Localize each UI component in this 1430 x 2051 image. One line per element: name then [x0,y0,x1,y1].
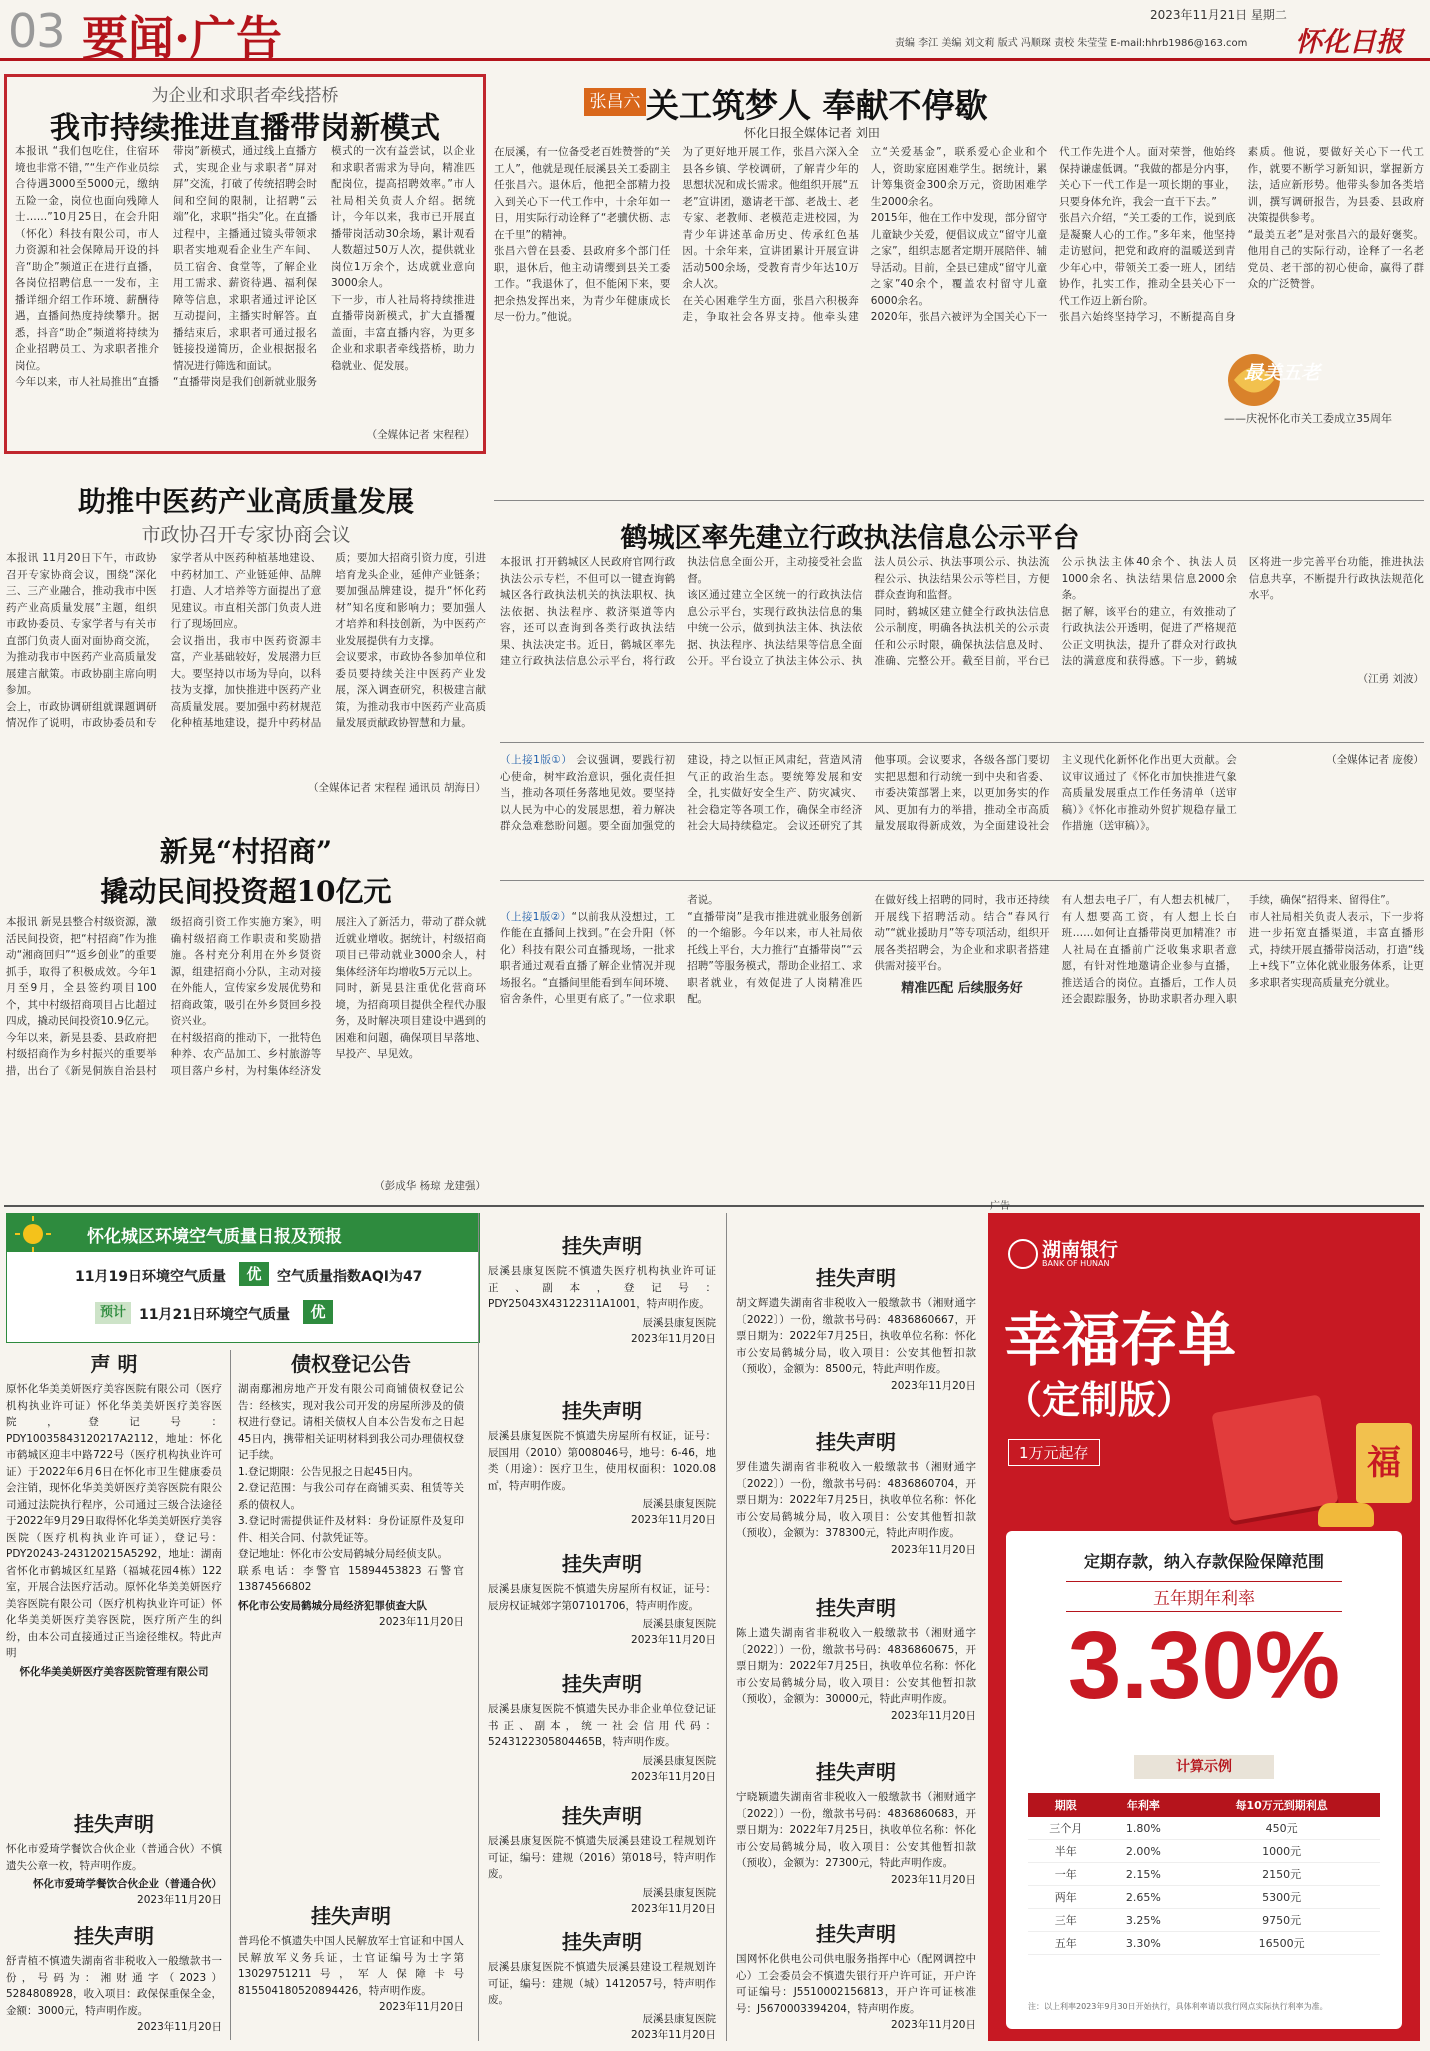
badge-title: 最美五老 [1244,362,1321,384]
notice-body: 辰溪县康复医院不慎遗失辰溪县建设工程规划许可证，编号：建规（城）1412057号，特声明作废。 [488,1961,716,2006]
notice-title: 挂失声明 [562,1930,642,1954]
notice-body: 宁晓颖遗失湖南省非税收入一般缴款书（湘财通字〔2022〕）一份，缴款书号码：4836860683，开票日期为：2022年7月25日，执收单位名称：怀化市公安局鹤城分局，收入项目：公安其他暂扣款（预收），金额为：27300元，特此声明作废。 [736,1791,976,1869]
notice-date: 2023年11月20日 [631,1902,716,1915]
notice-title: 挂失声明 [562,1399,642,1423]
forecast-label: 11月21日环境空气质量 [139,1307,290,1323]
notice-right-3 [736,1592,976,1724]
aqi-index-label: 空气质量指数AQI为47 [277,1269,423,1285]
aqi-title: 怀化城区环境空气质量日报及预报 [87,1227,342,1247]
rate-value: 3.30% [1067,1612,1341,1719]
table-header: 每10万元到期利息 [1183,1793,1380,1817]
continued-label: （上接1版①） [500,754,573,766]
article-hecheng-platform [500,516,1424,686]
notice-right-1 [736,1262,976,1394]
gold-ingot-icon [1318,1503,1374,1527]
notice-org: 辰溪县康复医院 [642,1498,716,1510]
notice-debt-registration [238,1348,464,1630]
notice-mid-5 [488,1800,716,1917]
notice-body: 湖南鄢湘房地产开发有限公司商铺债权登记公告：经核实，现对我公司开发的房屋所涉及的债权进行登记。请相关债权人自本公告发布之日起45日内，携带相关证明材料到我公司办理债权登记手续。 1.登记期限：公告见报之日起45日内。 2.登记范围：与我公司存在商铺买卖、租赁等关系的债权人。 3.登记时需提供证件及材料：身份证原件及复印件、相关合同、付款凭证等。 登记地址：怀化市公安局鹤城分局经侦支队。 [238,1383,464,1560]
notice-body: 国网怀化供电公司供电服务指挥中心（配网调控中心）工会委员会不慎遗失银行开户许可证，开户许可证编号：J5510002156813，开户许可证核准号：J5670003394204，特声明作废。 [736,1953,976,2015]
article-subtitle: 市政协召开专家协商会议 [141,524,351,546]
rate-table-grid [1028,1793,1380,1955]
notice-date: 2023年11月20日 [631,1514,716,1526]
notice-body: 辰溪县康复医院不慎遗失辰溪县建设工程规划许可证，编号：建规（2016）第018号，特声明作废。 [488,1835,716,1880]
aqi-quality-badge: 优 [239,1262,269,1286]
continued-text: 会议强调，要践行初心使命，树牢政治意识，强化责任担当，推动各项任务落地见效。要坚持以人民为中心的发展思想，着力解决群众急难愁盼问题。要全面加强党的建设，持之以恒正风肃纪，营造风清气正的政治生态。要统筹发展和安全，扎实做好安全生产、防灾减灾、社会稳定等各项工作，确保全市经济社会大局持续稳定。 会议还研究了其他事项。会议要求，各级各部门要切实把思想和行动统一到中央和省委、市委决策部署上来，以更加务实的作风、更加有力的举措，推动全市高质量发展取得新成效，为全面建设社会主义现代化新怀化作出更大贡献。会议审议通过了《怀化市加快推进气象高质量发展重点工作任务清单（送审稿）》《怀化市推动外贸扩规稳存量工作措施（送审稿）》。 [500,754,1237,832]
notice-org: 辰溪县康复医院 [642,1754,716,1767]
bank-name: 湖南银行 [1042,1239,1119,1261]
notice-body: 胡文辉遗失湖南省非税收入一般缴款书（湘财通字〔2022〕）一份，缴款书号码：4836860667，开票日期为：2022年7月25日，执收单位名称：怀化市公安局鹤城分局，收入项目：公安其他暂扣款（预收），金额为：8500元，特此声明作废。 [736,1297,976,1375]
continued-label: （上接1版②） [500,910,572,923]
forecast-tag: 预计 [95,1302,131,1324]
continued-text: “以前我从没想过，工作能在直播间上找到。”在会升阳（怀化）科技有限公司直播现场，一批求职者通过观看直播了解企业情况并现场报名。“直播间里能看到车间环境、宿舍条件，心里更有底了。”一位求职者说。 “直播带岗”是我市推进就业服务创新的一个缩影。今年以来，市人社局依托线上平台，大力推行“直播带岗”“云招聘”等服务模式，帮助企业招工、求职者就业，有效促进了人岗精准匹配。 在做好线上招聘的同时，我市还持续开展线下招聘活动。结合“春风行动”“就业援助月”等专项活动，组织开展各类招聘会，为企业和求职者搭建供需对接平台。 [500,894,1050,1005]
notice-date: 2023年11月20日 [379,1615,464,1628]
article-headline: 助推中医药产业高质量发展 [77,485,414,518]
divider [478,1213,479,2041]
notice-date: 2023年11月20日 [891,1709,976,1722]
table-cell: 五年 [1028,1932,1104,1955]
table-cell: 2.00% [1104,1840,1184,1863]
article-body: 本报讯 “我们包吃住，住宿环境也非常不错，”“生产作业员综合待遇3000至5000元，缴纳五险一金，岗位也面向残障人士……”10月25日，在会升阳（怀化）科技有限公司，市人力资源和社会保障局开设的抖音“助企”频道正在进行直播，各岗位招聘信息一一发布，主播详细介绍工作环境、薪酬待遇，直播间热度持续攀升。据悉，抖音“助企”频道将持续为企业招聘员工、为求职者推介岗位。 今年以来，市人社局推出“直播带岗”新模式，通过线上直播方式，实现企业与求职者“屏对屏”交流，打破了传统招聘会时间和空间的限制，让招聘“云端”化，求职“指尖”化。在直播过程中，主播通过镜头带领求职者实地观看企业生产车间、员工宿舍、食堂等，了解企业用工需求、薪资待遇、福利保障等信息，求职者通过评论区互动提问，主播实时解答。直播结束后，求职者可通过报名链接投递简历，企业根据报名情况进行筛选和面试。 “直播带岗是我们创新就业服务模式的一次有益尝试，以企业和求职者需求为导向，精准匹配岗位，提高招聘效率。”市人社局相关负责人介绍。据统计，今年以来，我市已开展直播带岗活动30余场，累计观看人数超过50万人次，提供就业岗位1万余个，达成就业意向3000余人。 下一步，市人社局将持续推进直播带岗新模式，扩大直播覆盖面，丰富直播内容，为更多企业和求职者牵线搭桥，助力稳就业、促发展。 [15,145,475,388]
article-headline: 鹤城区率先建立行政执法信息公示平台 [620,523,1080,554]
notice-title: 挂失声明 [816,1266,896,1290]
article-byline: （全媒体记者 宋程程） [366,429,475,441]
notice-date: 2023年11月20日 [137,1894,222,1906]
article-headline-line1: 新晃“村招商” [159,835,333,868]
notice-title: 挂失声明 [311,1904,391,1928]
notice-contact: 联系电话：李警官 15894453823 石警官 13874566802 [238,1564,464,1593]
notice-date: 2023年11月20日 [891,1543,976,1556]
notice-body: 辰溪县康复医院不慎遗失医疗机构执业许可证正、副本，登记号：PDY25043X43122311A1001，特声明作废。 [488,1265,716,1310]
rate-table [1028,1793,1380,1955]
ad-headline: 幸福存单 [1004,1306,1237,1374]
table-cell: 450元 [1183,1817,1380,1840]
notice-body: 辰溪县康复医院不慎遗失房屋所有权证，证号：辰房权证城郊字第07101706，特声明作废。 [488,1583,716,1612]
divider [726,1213,727,2041]
table-cell: 5300元 [1183,1886,1380,1909]
table-cell: 一年 [1028,1863,1104,1886]
table-cell: 2150元 [1183,1863,1380,1886]
notice-date: 2023年11月20日 [631,2028,716,2041]
table-header: 期限 [1028,1793,1104,1817]
article-continued-2 [500,892,1424,1210]
notice-mid-2 [488,1395,716,1528]
award-badge [1214,330,1419,440]
table-cell: 三年 [1028,1909,1104,1932]
notice-right-4 [736,1756,976,1888]
notice-org: 怀化华美美妍医疗美容医院管理有限公司 [19,1665,209,1678]
article-body: 本报讯 11月20日下午，市政协召开专家协商会议，围绕“深化三、三产业融合，推动我市中医药产业高质量发展”主题，组织市政协委员、专家学者与有关市直部门负责人面对面协商交流，为推动我市中医药产业高质量发展建言献策。市政协副主席向明参加。 会上，市政协调研组就课题调研情况作了说明，市政协委员和专家学者从中医药种植基地建设、中药材加工、产业链延伸、品牌打造、人才培养等方面提出了意见建议。市直相关部门负责人进行了现场回应。 会议指出，我市中医药资源丰富，产业基础较好，发展潜力巨大。要坚持以市场为导向，以科技为支撑，加快推进中医药产业高质量发展。要加强中药材规范化种植基地建设，提升中药材品质；要加大招商引资力度，引进培育龙头企业，延伸产业链条；要加强品牌建设，提升“怀化药材”知名度和影响力；要加强人才培养和科技创新，为中医药产业发展提供有力支撑。 会议要求，市政协各参加单位和委员要持续关注中医药产业发展，深入调查研究，积极建言献策，为推动我市中医药产业高质量发展贡献政协智慧和力量。 [6,552,486,729]
divider [500,880,1424,881]
notice-body: 怀化市爱琦学餐饮合伙企业（普通合伙）不慎遗失公章一枚，特声明作废。 [6,1843,222,1872]
notice-org: 辰溪县康复医院 [642,2012,716,2025]
notice-date: 2023年11月20日 [631,1332,716,1345]
notice-org: 怀化市公安局鹤城分局经济犯罪侦查大队 [238,1599,427,1612]
article-byline: （全媒体记者 庞俊） [1326,754,1424,766]
table-row [1028,1840,1380,1863]
notice-mid-1 [488,1230,716,1347]
notice-title: 挂失声明 [816,1596,896,1620]
notice-body: 舒青植不慎遗失湖南省非税收入一般缴款书一份，号码为：湘财通字（2023）5284808928，收入项目：政保保重保全金，金额：3000元，特声明作废。 [6,1955,222,2017]
article-headline-line2: 撬动民间投资超10亿元 [100,875,392,908]
bank-logo-icon [1008,1239,1038,1269]
notice-date: 2023年11月20日 [891,1873,976,1886]
table-row [1028,1932,1380,1955]
notice-date: 2023年11月20日 [137,2021,222,2033]
rate-panel [1006,1531,1402,2029]
article-body [500,892,1424,1210]
table-row [1028,1817,1380,1840]
notice-title: 挂失声明 [816,1922,896,1946]
article-reporter: 怀化日报全媒体记者 刘田 [744,126,880,140]
article-kicker: 为企业和求职者牵线搭桥 [151,86,339,106]
notice-body: 普玛伦不慎遗失中国人民解放军士官证和中国人民解放军义务兵证，士官证编号为士字第13029751211号，军人保障卡号815504180520894426，特声明作废。 [238,1935,464,1997]
example-label: 计算示例 [1134,1755,1274,1779]
notice-title: 挂失声明 [816,1760,896,1784]
article-tcm-industry [6,480,486,800]
notice-org: 辰溪县康复医院 [642,1316,716,1329]
article-livestream-jobs [4,74,486,454]
notice-body: 辰溪县康复医院不慎遗失民办非企业单位登记证书正、副本，统一社会信用代码：5243122305804465B，特声明作废。 [488,1703,716,1748]
red-envelope-illustration [1211,1394,1338,1521]
table-cell: 1.80% [1104,1817,1184,1840]
article-body: 本报讯 打开鹤城区人民政府官网行政执法公示专栏，不但可以一键查询鹤城区各行政执法机关的执法职权、执法依据、执法程序、救济渠道等内容，还可以查询到各类行政执法结果、执法决定书。近日，鹤城区率先建立行政执法信息公示平台，将行政执法信息全面公开，主动接受社会监督。 该区通过建立全区统一的行政执法信息公示平台，实现行政执法信息的集中统一公示，做到执法主体、执法依据、执法程序、执法结果等信息全面公开。平台设立了执法主体公示、执法人员公示、执法事项公示、执法流程公示、执法结果公示等栏目，方便群众查询和监督。 同时，鹤城区建立健全行政执法信息公示制度，明确各执法机关的公示责任和公示时限，确保执法信息及时、准确、完整公开。截至目前，平台已公示执法主体40余个、执法人员1000余名、执法结果信息2000余条。 据了解，该平台的建立，有效推动了行政执法公开透明，促进了严格规范公正文明执法，提升了群众对行政执法的满意度和获得感。下一步，鹤城区将进一步完善平台功能，推进执法信息共享，不断提升行政执法规范化水平。 [500,556,1424,667]
notice-date: 2023年11月20日 [379,2001,464,2013]
notice-title: 声 明 [90,1352,138,1376]
notice-title: 挂失声明 [74,1812,154,1836]
notice-title: 挂失声明 [562,1234,642,1258]
table-cell: 3.30% [1104,1932,1184,1955]
article-body: 本报讯 新晃县整合村级资源，激活民间投资，把“村招商”作为推动“湘商回归”“返乡创业”的重要抓手，取得了积极成效。今年1月至9月，全县签约项目100个，其中村级招商项目占比超过四成，撬动民间投资10.9亿元。 今年以来，新晃县委、县政府把村级招商作为乡村振兴的重要举措，出台了《新晃侗族自治县村级招商引资工作实施方案》，明确村级招商工作职责和奖励措施。各村充分利用在外乡贤资源，组建招商小分队，主动对接在外能人，宣传家乡发展优势和招商政策，吸引在外乡贤回乡投资兴业。 在村级招商的推动下，一批特色种养、农产品加工、乡村旅游等项目落户乡村，为村集体经济发展注入了新活力，带动了群众就近就业增收。据统计，村级招商项目已带动就业3000余人，村集体经济年均增收5万元以上。 同时，新晃县注重优化营商环境，为招商项目提供全程代办服务，及时解决项目建设中遇到的困难和问题，确保项目早落地、早投产、早见效。 [6,916,486,1077]
table-cell: 1000元 [1183,1840,1380,1863]
page-header [0,0,1430,65]
divider [230,1350,231,2040]
badge-caption: ——庆祝怀化市关工委成立35周年 [1224,412,1392,425]
forecast-quality-badge: 优 [303,1300,333,1324]
table-cell: 2.65% [1104,1886,1184,1909]
article-byline: （彭成华 杨琼 龙建强） [374,1180,486,1192]
article-byline: （江勇 刘波） [1357,673,1424,685]
rate-label: 五年期年利率 [1066,1581,1342,1612]
article-headline: 关工筑梦人 奉献不停歇 [646,86,988,125]
notice-title: 挂失声明 [816,1430,896,1454]
notice-date: 2023年11月20日 [891,2019,976,2031]
notice-right-5 [736,1918,976,2033]
notice-title: 债权登记公告 [291,1352,411,1376]
table-cell: 3.25% [1104,1909,1184,1932]
notice-title: 挂失声明 [74,1924,154,1948]
table-cell: 2.15% [1104,1863,1184,1886]
notice-org: 怀化市爱琦学餐饮合伙企业（普通合伙） [33,1878,222,1890]
fu-banner: 福 [1356,1423,1412,1503]
notice-date: 2023年11月20日 [631,1634,716,1646]
notice-body: 原怀化华美美妍医疗美容医院有限公司（医疗机构执业许可证）怀化华美美妍医疗美容医院，登记号：PDY10035843120217A2112，地址：怀化市鹤城区迎丰中路722号（医疗机构执业许可证）于2022年6月6日在怀化市卫生健康委员会注销，现怀化华美美妍医疗美容医院有限公司通过法院执行程序，公司通过三级合法途径于2022年9月29日取得怀化华美美妍医疗美容医院（医疗机构执业许可证），登记号：PDY20243-243120215A5292，地址：湖南省怀化市鹤城区红星路（福城花园4栋）122室，开展合法医疗活动。原怀化华美美妍医疗美容医院有限公司（医疗机构执业许可证）怀化华美美妍医疗美容医院，医疗所产生的纠纷，由本公司直接通过正当途径维权。特此声明 [6,1383,222,1659]
notice-date: 2023年11月20日 [891,1379,976,1392]
newspaper-logo: 怀化日报 [1295,27,1403,58]
section-title: 要闻·广告 [82,11,283,65]
table-cell: 三个月 [1028,1817,1104,1840]
notice-title: 挂失声明 [562,1672,642,1696]
notice-loss-1 [6,1808,222,1908]
notice-mid-4 [488,1668,716,1785]
notice-body: 辰溪县康复医院不慎遗失房屋所有权证，证号：辰国用（2010）第008046号，地号：6-46，地类（用途）：医疗卫生，使用权面积：1020.08㎡，特声明作废。 [488,1430,716,1492]
bank-advertisement [988,1201,1420,2041]
issue-date: 2023年11月21日 星期二 [1150,8,1287,22]
aqi-date-label: 11月19日环境空气质量 [75,1269,226,1285]
divider [500,742,1424,743]
notice-loss-2 [6,1920,222,2035]
page-number: 03 [8,4,65,58]
divider [4,1205,1424,1207]
notice-mid-3 [488,1548,716,1648]
article-headline: 我市持续推进直播带岗新模式 [50,111,440,146]
table-cell: 16500元 [1183,1932,1380,1955]
notice-statement [6,1348,222,1680]
notice-right-2 [736,1426,976,1558]
table-cell: 9750元 [1183,1909,1380,1932]
editor-credits: 责编 李江 美编 刘文莉 版式 冯顺琛 责校 朱莹莹 E-mail:hhrb1986@163.com [895,38,1248,49]
notice-title: 挂失声明 [562,1804,642,1828]
notice-body: 陈上遗失湖南省非税收入一般缴款书（湘财通字〔2022〕）一份，缴款书号码：4836860675，开票日期为：2022年7月25日，执收单位名称：怀化市公安局鹤城分局，收入项目：公安其他暂扣款（预收），金额为：30000元，特此声明作废。 [736,1627,976,1705]
notice-org: 辰溪县康复医院 [642,1886,716,1899]
article-body [500,752,1424,862]
divider [494,500,1424,501]
table-header: 年利率 [1104,1793,1184,1817]
table-cell: 半年 [1028,1840,1104,1863]
bank-name-en: BANK OF HUNAN [1042,1259,1110,1268]
article-zhang-changliu [494,70,1424,482]
ad-tag: 广告 [990,1201,1010,1212]
air-quality-box [6,1213,480,1343]
table-row [1028,1863,1380,1886]
table-row [1028,1909,1380,1932]
ad-subheadline: （定制版） [1004,1377,1195,1422]
table-row [1028,1886,1380,1909]
article-byline: （全媒体记者 宋程程 通讯员 胡海日） [307,782,486,794]
notice-date: 2023年11月20日 [631,1770,716,1783]
article-continued-1 [500,752,1424,862]
notice-body: 罗佳遗失湖南省非税收入一般缴款书（湘财通字〔2022〕）一份，缴款书号码：4836860704，开票日期为：2022年7月25日，执收单位名称：怀化市公安局鹤城分局，收入项目：公安其他暂扣款（预收），金额为：378300元，特此声明作废。 [736,1461,976,1539]
ad-footnote: 注：以上利率2023年9月30日开始执行，具体利率请以我行网点实际执行利率为准。 [1028,2002,1328,2011]
article-xinhuang-investment [6,830,486,1200]
min-amount-badge: 1万元起存 [1008,1439,1100,1466]
notice-loss-3 [238,1900,464,2015]
sun-icon [13,1214,53,1254]
notice-title: 挂失声明 [562,1552,642,1576]
table-cell: 两年 [1028,1886,1104,1909]
section-subhead: 精准匹配 后续服务好 [901,980,1023,996]
rate-tagline: 定期存款，纳入存款保险保障范围 [1083,1552,1324,1571]
notice-org: 辰溪县康复医院 [642,1618,716,1630]
notice-mid-6 [488,1926,716,2043]
continued-text-2: 有人想去电子厂，有人想去机械厂，有人想要高工资，有人想上长白班……如何让直播带岗更加精准？市人社局在直播前广泛收集求职者意愿，有针对性地邀请企业参与直播，推送适合的岗位。直播后，工作人员还会跟踪服务，协助求职者办理入职手续，确保“招得来、留得住”。 市人社局相关负责人表示，下一步将进一步拓宽直播渠道，丰富直播形式，持续开展直播带岗活动，打造“线上+线下”立体化就业服务体系，让更多求职者实现高质量充分就业。 [1061,894,1424,1005]
article-body: 在辰溪，有一位备受老百姓赞誉的“关工人”，他就是现任辰溪县关工委副主任张昌六。退休后，他把全部精力投入到关心下一代工作中，十余年如一日，用实际行动诠释了“老骥伏枥、志在千里”的精神。 张昌六曾在县委、县政府多个部门任职，退休后，他主动请缨到县关工委工作。“我退休了，但不能闲下来，要把余热发挥出来，为青少年健康成长尽一份力。”他说。 为了更好地开展工作，张昌六深入全县各乡镇、学校调研，了解青少年的思想状况和成长需求。他组织开展“五老”宣讲团，邀请老干部、老战士、老专家、老教师、老模范走进校园，为青少年讲述革命历史、传承红色基因。十余年来，宣讲团累计开展宣讲活动500余场，受教育青少年达10万余人次。 在关心困难学生方面，张昌六积极奔走，争取社会各界支持。他牵头建立“关爱基金”，联系爱心企业和个人，资助家庭困难学生。据统计，累计筹集资金300余万元，资助困难学生2000余名。 2015年，他在工作中发现，部分留守儿童缺少关爱，便倡议成立“留守儿童之家”，组织志愿者定期开展陪伴、辅导活动。目前，全县已建成“留守儿童之家”40余个，覆盖农村留守儿童6000余名。 2020年，张昌六被评为全国关心下一代工作先进个人。面对荣誉，他始终保持谦虚低调。“我做的都是分内事，关心下一代工作是一项长期的事业，只要身体允许，我会一直干下去。” 张昌六介绍，“关工委的工作，说到底是凝聚人心的工作。”多年来，他坚持走访慰问，把党和政府的温暖送到青少年心中，带领关工委一班人，团结协作，扎实工作，推动全县关心下一代工作迈上新台阶。 张昌六始终坚持学习，不断提高自身素质。他说，要做好关心下一代工作，就要不断学习新知识，掌握新方法，适应新形势。他带头参加各类培训，撰写调研报告，为县委、县政府决策提供参考。 “最美五老”是对张昌六的最好褒奖。他用自己的实际行动，诠释了一名老党员、老干部的初心使命，赢得了群众的广泛赞誉。 [494,146,1424,323]
name-tag: 张昌六 [584,88,646,116]
